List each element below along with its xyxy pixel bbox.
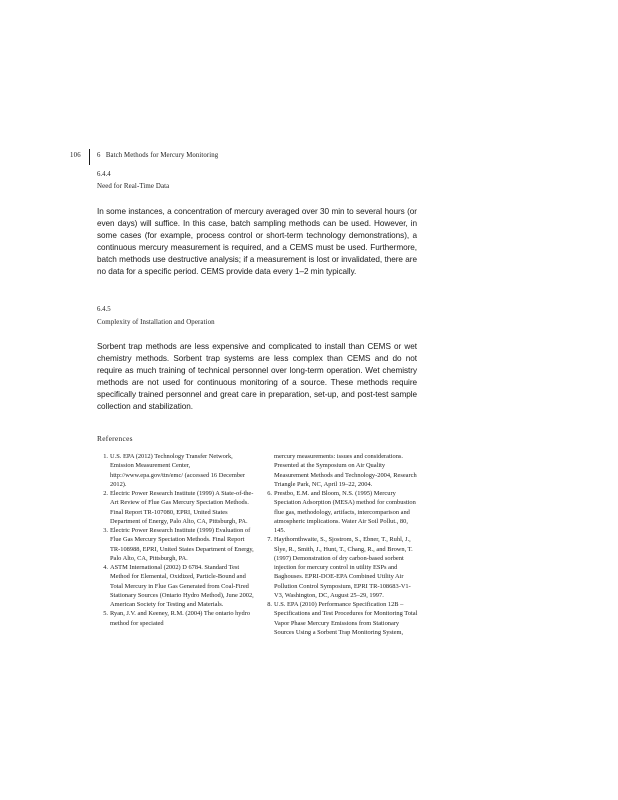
reference-number: 8. xyxy=(267,601,272,608)
reference-text: U.S. EPA (2010) Performance Specification 12B – Specifications and Test Procedures for Monitoring Total Vapor Phase Mercury Emissions from Stationary Sources Using a Sorbent Trap Monitoring System, xyxy=(274,601,418,636)
references-column-right xyxy=(262,452,418,637)
reference-text: Haythornthwaite, S., Sjostrom, S., Ebner, T., Ruhl, J., Slye, R., Smith, J., Hunt, T., Chang, R., and Brown, T. (1997) Demonstration of dry carbon-based sorbent injection for mercury control in utility ESPs and Baghouses. EPRI-DOE-EPA Combined Utility Air Pollution Control Symposium, EPRI TR-108683-V1-V3, Washington, DC, August 25–29, 1997. xyxy=(274,536,413,599)
reference-item xyxy=(98,452,254,489)
reference-text: Electric Power Research Institute (1999) A State-of-the-Art Review of Flue Gas Mercury Speciation Methods. Final Report TR-107080, EPRI, United States Department of Energy, Palo Alto, CA, Pittsburgh, PA. xyxy=(110,490,254,525)
reference-number: 6. xyxy=(267,490,272,497)
reference-text: Ryan, J.V. and Keeney, R.M. (2004) The ontario hydro method for speciated xyxy=(110,610,251,627)
page-number: 106 xyxy=(70,152,81,159)
reference-text: Electric Power Research Institute (1999) Evaluation of Flue Gas Mercury Speciation Methods. Final Report TR-108988, EPRI, United States Department of Energy, Palo Alto, CA, Pittsburgh, PA. xyxy=(110,527,254,562)
reference-number: 4. xyxy=(103,564,108,571)
reference-text: Prestbo, E.M. and Bloom, N.S. (1995) Mercury Speciation Adsorption (MESA) method for combustion flue gas, methodology, artifacts, intercomparison and atmospheric implications. Water Air Soil Pollut., 80, 145. xyxy=(274,490,416,534)
reference-item xyxy=(98,563,254,609)
reference-text: U.S. EPA (2012) Technology Transfer Network, Emission Measurement Center, http://www.epa.gov/ttn/emc/ (accessed 16 December 2012). xyxy=(110,453,245,488)
running-title: 6 Batch Methods for Mercury Monitoring xyxy=(97,152,219,159)
running-header xyxy=(0,152,618,166)
references-heading: References xyxy=(97,434,133,443)
section-number: 6.4.4 xyxy=(97,171,111,178)
section-number: 6.4.5 xyxy=(97,306,111,313)
reference-text: ASTM International (2002) D 6784. Standard Test Method for Elemental, Oxidized, Particle-Bound and Total Mercury in Flue Gas Generated from Coal-Fired Stationary Sources (Ontario Hydro Method), June 2002, American Society for Testing and Materials. xyxy=(110,564,254,608)
header-divider xyxy=(89,149,90,165)
reference-number: 7. xyxy=(267,536,272,544)
reference-number: 5. xyxy=(103,610,108,618)
reference-continuation: mercury measurements: issues and considerations. Presented at the Symposium on Air Quality Measurement Methods and Technology-2004, Research Triangle Park, NC, April 19–22, 2004. xyxy=(274,453,417,488)
reference-item xyxy=(262,489,418,535)
reference-number: 3. xyxy=(103,527,108,534)
reference-item xyxy=(262,600,418,637)
references-column-left xyxy=(98,452,254,628)
reference-item xyxy=(262,535,418,600)
section-title: Need for Real-Time Data xyxy=(97,183,170,190)
section-paragraph: Sorbent trap methods are less expensive and complicated to install than CEMS or wet chemistry methods. Sorbent trap systems are less complex than CEMS and do not require as much training of technical personnel over long-term operation. Wet chemistry methods are not used for continuous monitoring of a source. These methods require specifically trained personnel and great care in preparation, set-up, and post-test sample collection and stabilization. xyxy=(97,342,417,411)
reference-item xyxy=(98,609,254,628)
reference-item xyxy=(98,489,254,526)
reference-number: 2. xyxy=(103,490,108,497)
section-paragraph: In some instances, a concentration of mercury averaged over 30 min to several hours (or even days) will suffice. In this case, batch sampling methods can be used. However, in some cases (for example, process control or short-term technology demonstrations), a continuous mercury measurement is required, and a CEMS must be used. Furthermore, batch methods use destructive analysis; if a measurement is lost or invalidated, there are no data for a specific period. CEMS provide data every 1–2 min typically. xyxy=(97,207,417,276)
reference-item xyxy=(98,526,254,563)
reference-number: 1. xyxy=(103,453,108,460)
section-title: Complexity of Installation and Operation xyxy=(97,319,215,326)
